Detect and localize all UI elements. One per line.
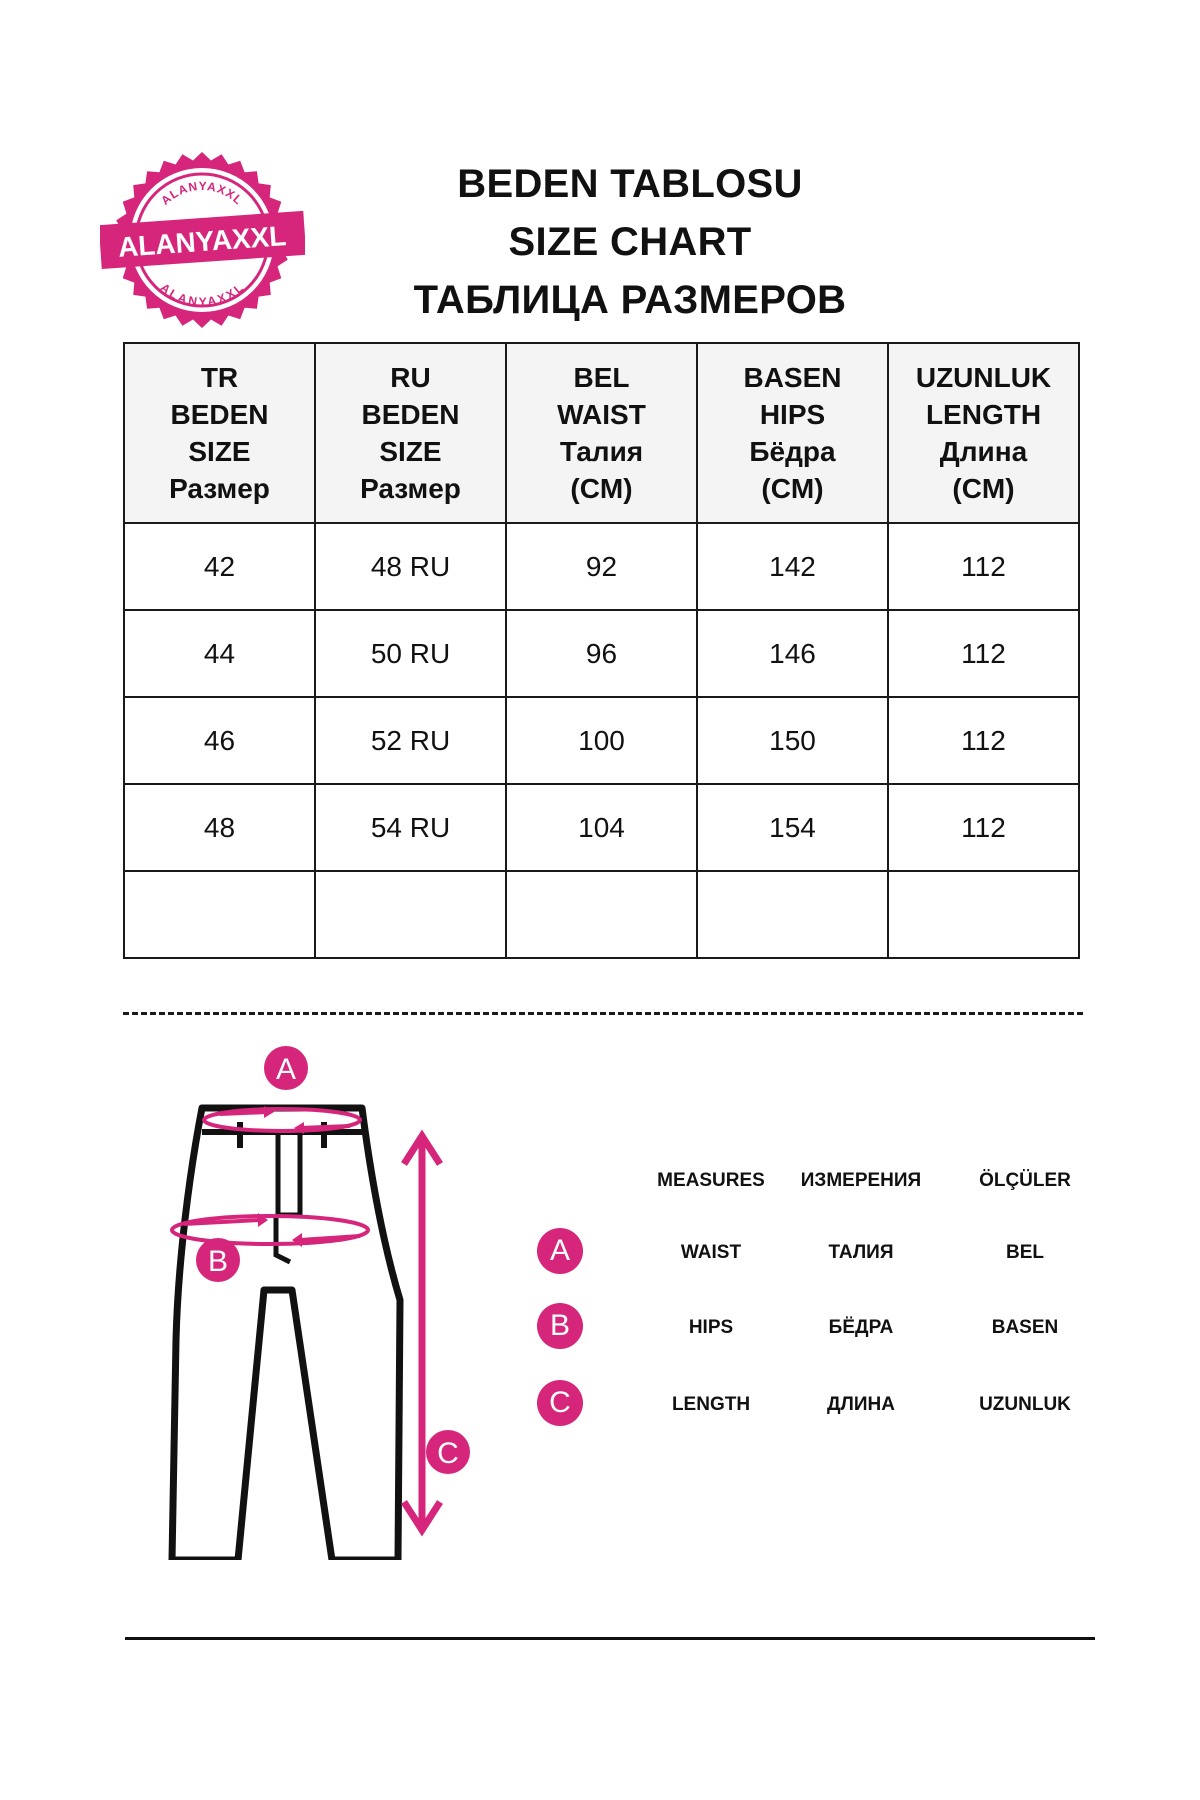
table-row <box>124 784 1079 871</box>
legend-cell: HIPS <box>688 1317 734 1338</box>
table-cell: 142 <box>697 523 888 610</box>
table-cell: 50 RU <box>315 610 506 697</box>
legend-marker-b: B <box>537 1303 583 1349</box>
table-cell <box>697 871 888 958</box>
table-cell: 52 RU <box>315 697 506 784</box>
table-cell: 92 <box>506 523 697 610</box>
table-header-row <box>124 343 1079 523</box>
dashed-divider <box>123 1012 1083 1015</box>
legend-cell: BASEN <box>991 1317 1059 1338</box>
legend-marker-c: C <box>537 1380 583 1426</box>
table-cell: 112 <box>888 784 1079 871</box>
marker-c-label: C <box>437 1437 459 1470</box>
table-cell: 112 <box>888 523 1079 610</box>
table-cell: 42 <box>124 523 315 610</box>
legend-cell: БЁДРА <box>828 1317 894 1338</box>
table-cell: 104 <box>506 784 697 871</box>
table-row <box>124 697 1079 784</box>
table-cell: 150 <box>697 697 888 784</box>
col-ru-size: RU BEDEN SIZE Размер <box>315 343 506 523</box>
pants-diagram <box>160 1040 500 1560</box>
marker-b-badge <box>196 1238 240 1282</box>
table-row-empty <box>124 871 1079 958</box>
title-ru: ТАБЛИЦА РАЗМЕРОВ <box>413 278 847 322</box>
logo-arc-top: ALANYAXXL <box>158 178 246 208</box>
legend-header-tr: ÖLÇÜLER <box>979 1170 1071 1191</box>
col-hips: BASEN HIPS Бёдра (CM) <box>697 343 888 523</box>
col-length: UZUNLUK LENGTH Длина (CM) <box>888 343 1079 523</box>
table-cell <box>888 871 1079 958</box>
logo-arc-bottom: ALANYAXXL <box>157 280 247 309</box>
legend-cell: LENGTH <box>671 1394 751 1415</box>
marker-a-badge <box>264 1046 308 1090</box>
legend-cell: BEL <box>1006 1242 1044 1263</box>
table-cell <box>315 871 506 958</box>
table-cell: 54 RU <box>315 784 506 871</box>
table-row <box>124 610 1079 697</box>
table-cell <box>124 871 315 958</box>
size-chart-table <box>123 342 1080 959</box>
table-cell: 48 RU <box>315 523 506 610</box>
marker-c-badge <box>426 1430 470 1474</box>
pants-outline <box>172 1108 400 1560</box>
marker-b-label: B <box>207 1245 229 1278</box>
legend-cell: WAIST <box>680 1242 742 1263</box>
legend-cell: ТАЛИЯ <box>828 1242 894 1263</box>
title-block <box>330 155 930 329</box>
table-cell: 146 <box>697 610 888 697</box>
measures-legend <box>530 1170 1090 1460</box>
table-cell <box>506 871 697 958</box>
title-en: SIZE CHART <box>508 220 752 264</box>
table-cell: 46 <box>124 697 315 784</box>
legend-header-ru: ИЗМЕРЕНИЯ <box>800 1170 922 1191</box>
col-tr-size: TR BEDEN SIZE Размер <box>124 343 315 523</box>
hips-measure-ellipse <box>172 1216 368 1244</box>
legend-cell: ДЛИНА <box>827 1394 895 1415</box>
table-cell: 100 <box>506 697 697 784</box>
legend-marker-a: A <box>537 1228 583 1274</box>
table-cell: 48 <box>124 784 315 871</box>
title-tr: BEDEN TABLOSU <box>457 162 803 206</box>
marker-a-label: A <box>275 1053 297 1086</box>
table-row <box>124 523 1079 610</box>
table-cell: 154 <box>697 784 888 871</box>
table-cell: 112 <box>888 610 1079 697</box>
legend-cell: UZUNLUK <box>979 1394 1071 1415</box>
table-cell: 44 <box>124 610 315 697</box>
logo-banner-text: ALANYAXXL <box>116 220 288 263</box>
bottom-rule <box>125 1637 1095 1640</box>
table-cell: 112 <box>888 697 1079 784</box>
col-waist: BEL WAIST Талия (CM) <box>506 343 697 523</box>
legend-header-en: MEASURES <box>657 1170 765 1191</box>
alanyaxxl-logo <box>100 145 305 335</box>
table-cell: 96 <box>506 610 697 697</box>
